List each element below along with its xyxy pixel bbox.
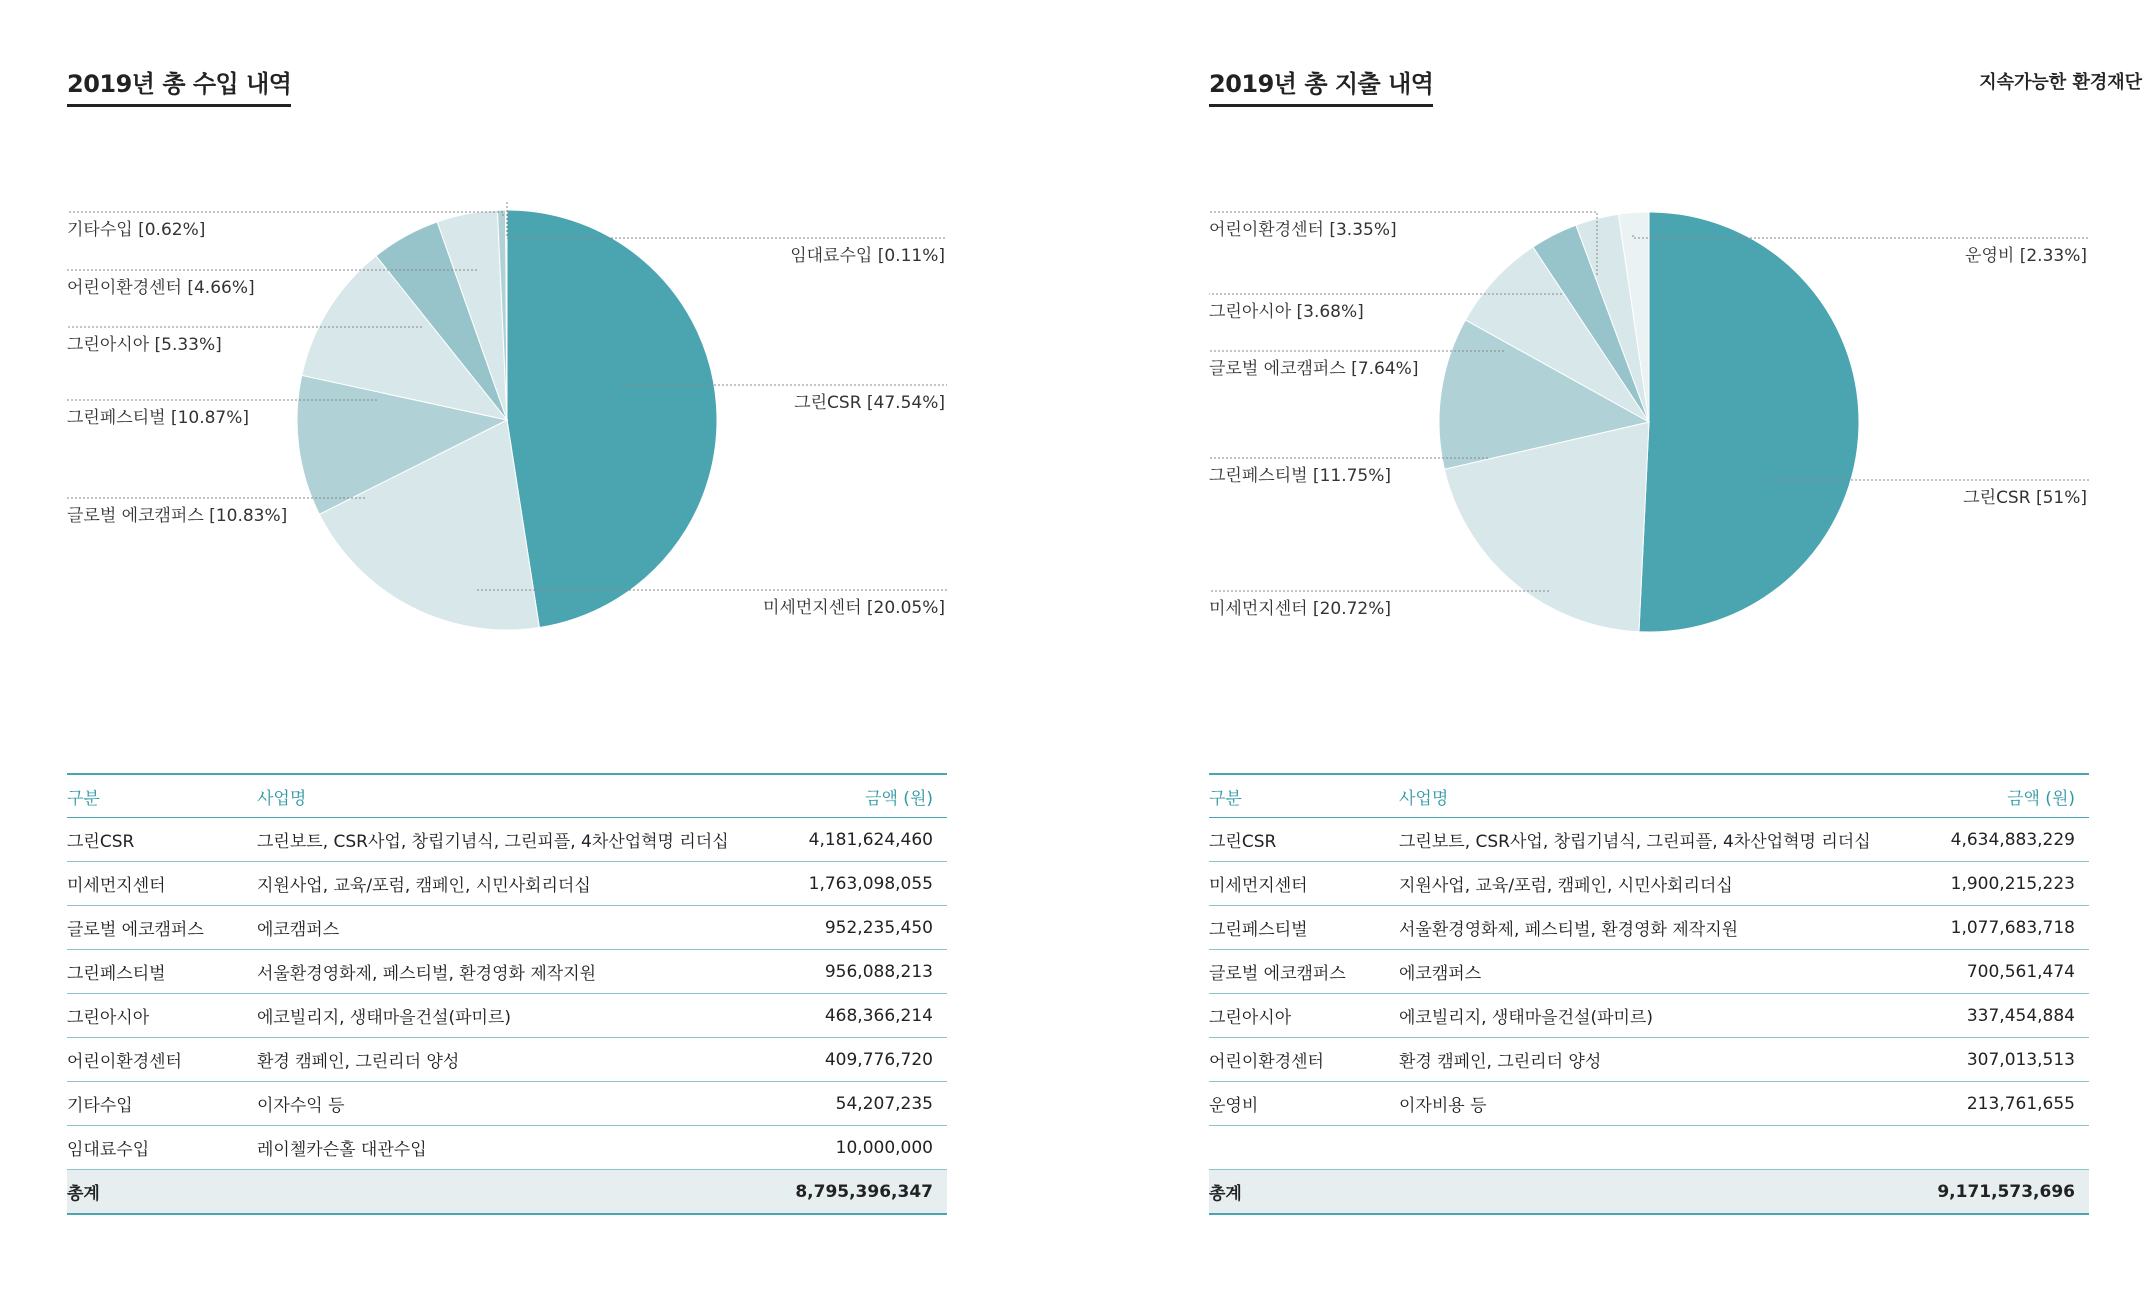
slice-label: 그린CSR [47.54%] xyxy=(794,393,945,413)
table-row xyxy=(67,862,947,906)
table-header xyxy=(67,774,947,818)
row-amount: 4,634,883,229 xyxy=(1919,818,2089,862)
table-row xyxy=(67,906,947,950)
row-amount: 956,088,213 xyxy=(777,950,947,994)
row-amount: 468,366,214 xyxy=(777,994,947,1038)
row-category: 그린아시아 xyxy=(67,994,257,1038)
row-project: 에코캠퍼스 xyxy=(257,906,777,950)
row-project: 서울환경영화제, 페스티벌, 환경영화 제작지원 xyxy=(1399,906,1919,950)
table-row xyxy=(67,1126,947,1170)
row-amount: 1,763,098,055 xyxy=(777,862,947,906)
row-category: 어린이환경센터 xyxy=(1209,1038,1399,1082)
table-row xyxy=(1209,950,2089,994)
row-project: 환경 캠페인, 그린리더 양성 xyxy=(1399,1038,1919,1082)
table-row xyxy=(1209,1082,2089,1126)
slice-label: 어린이환경센터 [3.35%] xyxy=(1209,220,1397,240)
pie-slice xyxy=(1639,212,1859,632)
table-row xyxy=(67,1082,947,1126)
row-amount: 1,077,683,718 xyxy=(1919,906,2089,950)
empty-row xyxy=(1209,1126,2089,1170)
row-project: 에코빌리지, 생태마을건설(파미르) xyxy=(1399,994,1919,1038)
table-row xyxy=(67,950,947,994)
row-amount: 213,761,655 xyxy=(1919,1082,2089,1126)
row-category: 임대료수입 xyxy=(67,1126,257,1170)
pie-slice xyxy=(507,210,717,627)
expense-table xyxy=(1209,773,2089,1215)
expense-pie-chart xyxy=(1209,190,2089,710)
table-row xyxy=(1209,906,2089,950)
row-project: 그린보트, CSR사업, 창립기념식, 그린피플, 4차산업혁명 리더십 xyxy=(257,818,777,862)
slice-label: 글로벌 에코캠퍼스 [10.83%] xyxy=(67,506,288,526)
column-header: 구분 xyxy=(67,774,257,818)
slice-label: 운영비 [2.33%] xyxy=(1965,246,2087,266)
table-row xyxy=(1209,862,2089,906)
row-amount: 307,013,513 xyxy=(1919,1038,2089,1082)
column-header: 금액 (원) xyxy=(1919,774,2089,818)
row-category: 운영비 xyxy=(1209,1082,1399,1126)
total-amount: 8,795,396,347 xyxy=(777,1170,947,1215)
table-row xyxy=(1209,818,2089,862)
column-header: 사업명 xyxy=(1399,774,1919,818)
slice-label: 그린CSR [51%] xyxy=(1963,488,2087,508)
row-category: 그린아시아 xyxy=(1209,994,1399,1038)
row-category: 글로벌 에코캠퍼스 xyxy=(67,906,257,950)
row-project: 에코캠퍼스 xyxy=(1399,950,1919,994)
table-row xyxy=(67,1038,947,1082)
expense-title: 2019년 총 지출 내역 xyxy=(1209,64,1433,107)
slice-label: 그린페스티벌 [10.87%] xyxy=(67,408,250,428)
slice-label: 임대료수입 [0.11%] xyxy=(790,246,945,266)
row-project: 지원사업, 교육/포럼, 캠페인, 시민사회리더십 xyxy=(1399,862,1919,906)
slice-label: 미세먼지센터 [20.72%] xyxy=(1209,599,1392,619)
table-row xyxy=(67,994,947,1038)
row-category: 기타수입 xyxy=(67,1082,257,1126)
row-amount: 1,900,215,223 xyxy=(1919,862,2089,906)
row-category: 미세먼지센터 xyxy=(67,862,257,906)
row-category: 글로벌 에코캠퍼스 xyxy=(1209,950,1399,994)
total-row xyxy=(67,1170,947,1215)
total-label: 총계 xyxy=(67,1170,257,1215)
slice-label: 기타수입 [0.62%] xyxy=(67,220,206,240)
slice-label: 그린페스티벌 [11.75%] xyxy=(1209,466,1392,486)
slice-label: 그린아시아 [3.68%] xyxy=(1209,302,1364,322)
row-project: 이자수익 등 xyxy=(257,1082,777,1126)
row-category: 미세먼지센터 xyxy=(1209,862,1399,906)
row-amount: 409,776,720 xyxy=(777,1038,947,1082)
table-row xyxy=(67,818,947,862)
slice-label: 미세먼지센터 [20.05%] xyxy=(762,598,945,618)
row-project: 서울환경영화제, 페스티벌, 환경영화 제작지원 xyxy=(257,950,777,994)
row-project: 레이첼카슨홀 대관수입 xyxy=(257,1126,777,1170)
column-header: 사업명 xyxy=(257,774,777,818)
expense-panel xyxy=(1209,0,2142,1306)
row-amount: 952,235,450 xyxy=(777,906,947,950)
income-table xyxy=(67,773,947,1215)
row-category: 그린CSR xyxy=(67,818,257,862)
row-project: 이자비용 등 xyxy=(1399,1082,1919,1126)
row-project: 지원사업, 교육/포럼, 캠페인, 시민사회리더십 xyxy=(257,862,777,906)
org-name: 지속가능한 환경재단 xyxy=(1979,72,2142,93)
leader-line xyxy=(67,212,503,216)
row-project: 에코빌리지, 생태마을건설(파미르) xyxy=(257,994,777,1038)
row-amount: 10,000,000 xyxy=(777,1126,947,1170)
row-project: 그린보트, CSR사업, 창립기념식, 그린피플, 4차산업혁명 리더십 xyxy=(1399,818,1919,862)
slice-label: 글로벌 에코캠퍼스 [7.64%] xyxy=(1209,359,1419,379)
row-category: 어린이환경센터 xyxy=(67,1038,257,1082)
total-row xyxy=(1209,1170,2089,1215)
table-row xyxy=(1209,1038,2089,1082)
total-label: 총계 xyxy=(1209,1170,1399,1215)
slice-label: 그린아시아 [5.33%] xyxy=(67,335,222,355)
column-header: 구분 xyxy=(1209,774,1399,818)
row-category: 그린CSR xyxy=(1209,818,1399,862)
row-category: 그린페스티벌 xyxy=(67,950,257,994)
income-panel xyxy=(67,0,947,1306)
row-amount: 4,181,624,460 xyxy=(777,818,947,862)
column-header: 금액 (원) xyxy=(777,774,947,818)
table-row xyxy=(1209,994,2089,1038)
row-project: 환경 캠페인, 그린리더 양성 xyxy=(257,1038,777,1082)
total-amount: 9,171,573,696 xyxy=(1919,1170,2089,1215)
row-category: 그린페스티벌 xyxy=(1209,906,1399,950)
row-amount: 700,561,474 xyxy=(1919,950,2089,994)
row-amount: 337,454,884 xyxy=(1919,994,2089,1038)
slice-label: 어린이환경센터 [4.66%] xyxy=(67,278,255,298)
income-pie-chart xyxy=(67,190,947,710)
row-amount: 54,207,235 xyxy=(777,1082,947,1126)
income-title: 2019년 총 수입 내역 xyxy=(67,64,291,107)
table-header xyxy=(1209,774,2089,818)
